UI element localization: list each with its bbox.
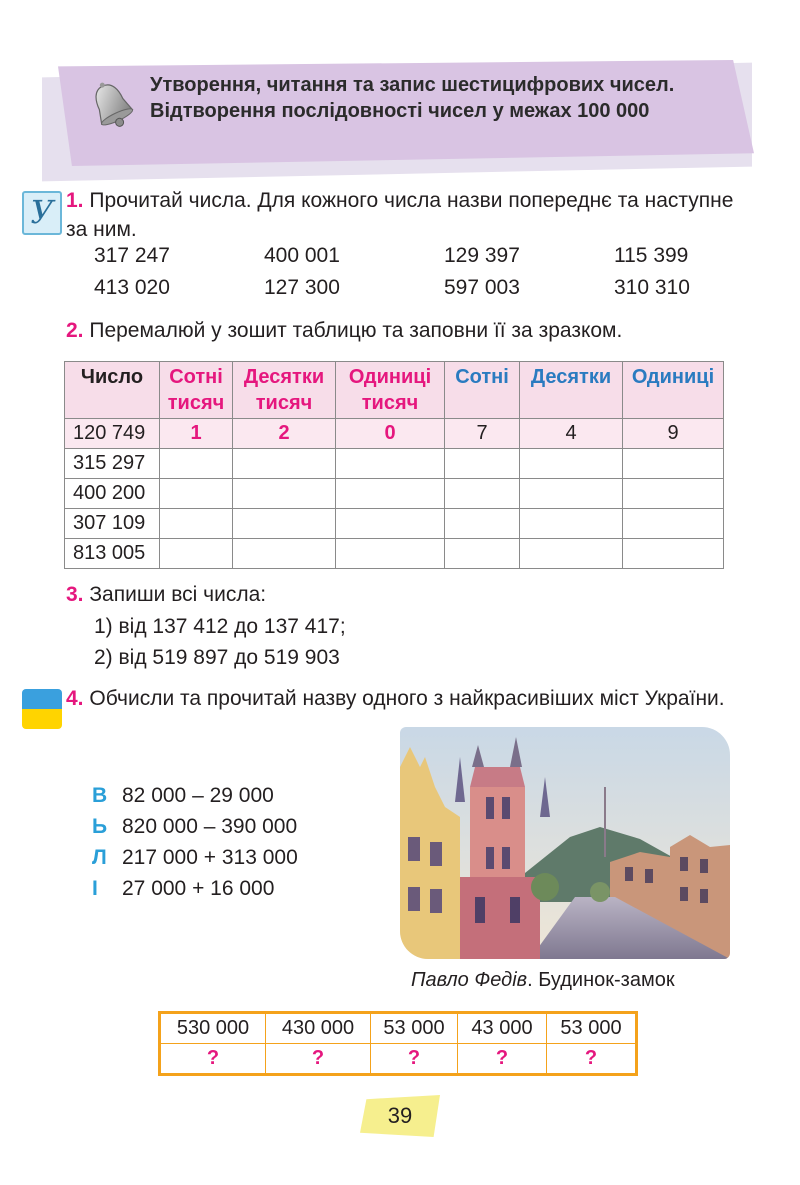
painting-author: Павло Федів: [411, 969, 528, 991]
table-row: [65, 449, 724, 479]
header-ones: Одиниці: [623, 362, 724, 419]
header-thousands: Одиниці тисяч: [336, 362, 445, 419]
header-number: Число: [65, 362, 160, 419]
painting-title: . Будинок-замок: [527, 969, 675, 991]
table-cell: 9: [623, 419, 724, 449]
empty-cell: [520, 509, 623, 539]
task1-row-2: [94, 276, 734, 304]
empty-cell: [233, 539, 336, 569]
table-row: [65, 479, 724, 509]
empty-cell: [233, 449, 336, 479]
expression-text: 217 000 + 313 000: [122, 846, 298, 869]
empty-cell: [623, 449, 724, 479]
expression-row: [92, 784, 274, 814]
answer-letter-slot: ?: [458, 1044, 547, 1075]
expression-text: 27 000 + 16 000: [122, 877, 275, 900]
empty-cell: [336, 509, 445, 539]
answer-table: [158, 1011, 638, 1076]
answer-value: 530 000: [160, 1013, 266, 1044]
painting-caption: [411, 969, 675, 992]
empty-cell: [445, 539, 520, 569]
task4-number: 4.: [66, 687, 84, 710]
header-hundreds: Сотні: [445, 362, 520, 419]
number-item: 597 003: [444, 276, 520, 299]
answer-value: 430 000: [266, 1013, 371, 1044]
task2-instruction: [66, 316, 622, 345]
expression-letter: В: [92, 784, 108, 807]
answer-value: 53 000: [547, 1013, 637, 1044]
page-title: Утворення, читання та запис шестицифрових чисел. Відтворення послідовності чисел у межах 100 000: [150, 74, 675, 122]
castle-house-painting: [400, 727, 730, 959]
table-cell: 7: [445, 419, 520, 449]
table-cell: 1: [160, 419, 233, 449]
task3-item-2: 2) від 519 897 до 519 903: [94, 646, 340, 669]
ukraine-flag-icon: [22, 689, 62, 729]
answer-letter-slot: ?: [160, 1044, 266, 1075]
expression-text: 82 000 – 29 000: [122, 784, 274, 807]
answer-letter-slot: ?: [547, 1044, 637, 1075]
expression-letter: Ь: [92, 815, 108, 838]
task1-text: Прочитай числа. Для кожного числа назви попереднє та наступне за ним.: [66, 189, 734, 241]
task4-instruction: [66, 684, 732, 713]
page-number: 39: [387, 1103, 413, 1128]
empty-cell: [520, 479, 623, 509]
expression-row: [92, 877, 274, 907]
header-tens: Десятки: [520, 362, 623, 419]
number-item: 115 399: [614, 244, 689, 267]
expression-letter: Л: [92, 846, 107, 869]
empty-cell: [445, 509, 520, 539]
table-cell: 400 200: [65, 479, 160, 509]
task1-number: 1.: [66, 189, 84, 212]
table-cell: 307 109: [65, 509, 160, 539]
bell-icon: [84, 78, 140, 134]
table-row: [65, 539, 724, 569]
task1-row-1: [94, 244, 734, 272]
table-cell: 120 749: [65, 419, 160, 449]
empty-cell: [160, 449, 233, 479]
answer-letter-slot: ?: [266, 1044, 371, 1075]
task3-instruction: [66, 580, 266, 609]
task3-item-1: 1) від 137 412 до 137 417;: [94, 615, 346, 638]
number-item: 310 310: [614, 276, 690, 299]
header-ten-thousands: Десятки тисяч: [233, 362, 336, 419]
table-cell: 315 297: [65, 449, 160, 479]
table-row: [65, 509, 724, 539]
number-item: 129 397: [444, 244, 520, 267]
empty-cell: [160, 509, 233, 539]
empty-cell: [520, 449, 623, 479]
number-item: 413 020: [94, 276, 170, 299]
number-item: 127 300: [264, 276, 340, 299]
expression-row: [92, 846, 298, 876]
answer-value: 43 000: [458, 1013, 547, 1044]
table-cell: 2: [233, 419, 336, 449]
header-hundred-thousands: Сотні тисяч: [160, 362, 233, 419]
empty-cell: [623, 479, 724, 509]
empty-cell: [233, 509, 336, 539]
number-item: 400 001: [264, 244, 340, 267]
table-row-sample: [65, 419, 724, 449]
expression-row: [92, 815, 297, 845]
task3-text: Запиши всі числа:: [89, 583, 267, 606]
table-cell: 4: [520, 419, 623, 449]
empty-cell: [336, 539, 445, 569]
empty-cell: [623, 509, 724, 539]
number-item: 317 247: [94, 244, 170, 267]
task2-number: 2.: [66, 319, 84, 342]
answer-value: 53 000: [371, 1013, 458, 1044]
task3-number: 3.: [66, 583, 84, 606]
empty-cell: [520, 539, 623, 569]
empty-cell: [445, 449, 520, 479]
empty-cell: [445, 479, 520, 509]
expression-text: 820 000 – 390 000: [122, 815, 298, 838]
empty-cell: [336, 449, 445, 479]
empty-cell: [336, 479, 445, 509]
task2-text: Перемалюй у зошит таблицю та заповни її за зразком.: [89, 319, 623, 342]
empty-cell: [623, 539, 724, 569]
answer-letter-slot: ?: [371, 1044, 458, 1075]
expression-letter: І: [92, 877, 98, 900]
task1-instruction: [66, 186, 746, 244]
empty-cell: [160, 479, 233, 509]
empty-cell: [160, 539, 233, 569]
table-cell: 813 005: [65, 539, 160, 569]
task4-text: Обчисли та прочитай назву одного з найкрасивіших міст України.: [89, 687, 725, 710]
empty-cell: [233, 479, 336, 509]
place-value-table: [64, 361, 724, 569]
table-cell: 0: [336, 419, 445, 449]
task-marker-u: У: [22, 191, 62, 235]
